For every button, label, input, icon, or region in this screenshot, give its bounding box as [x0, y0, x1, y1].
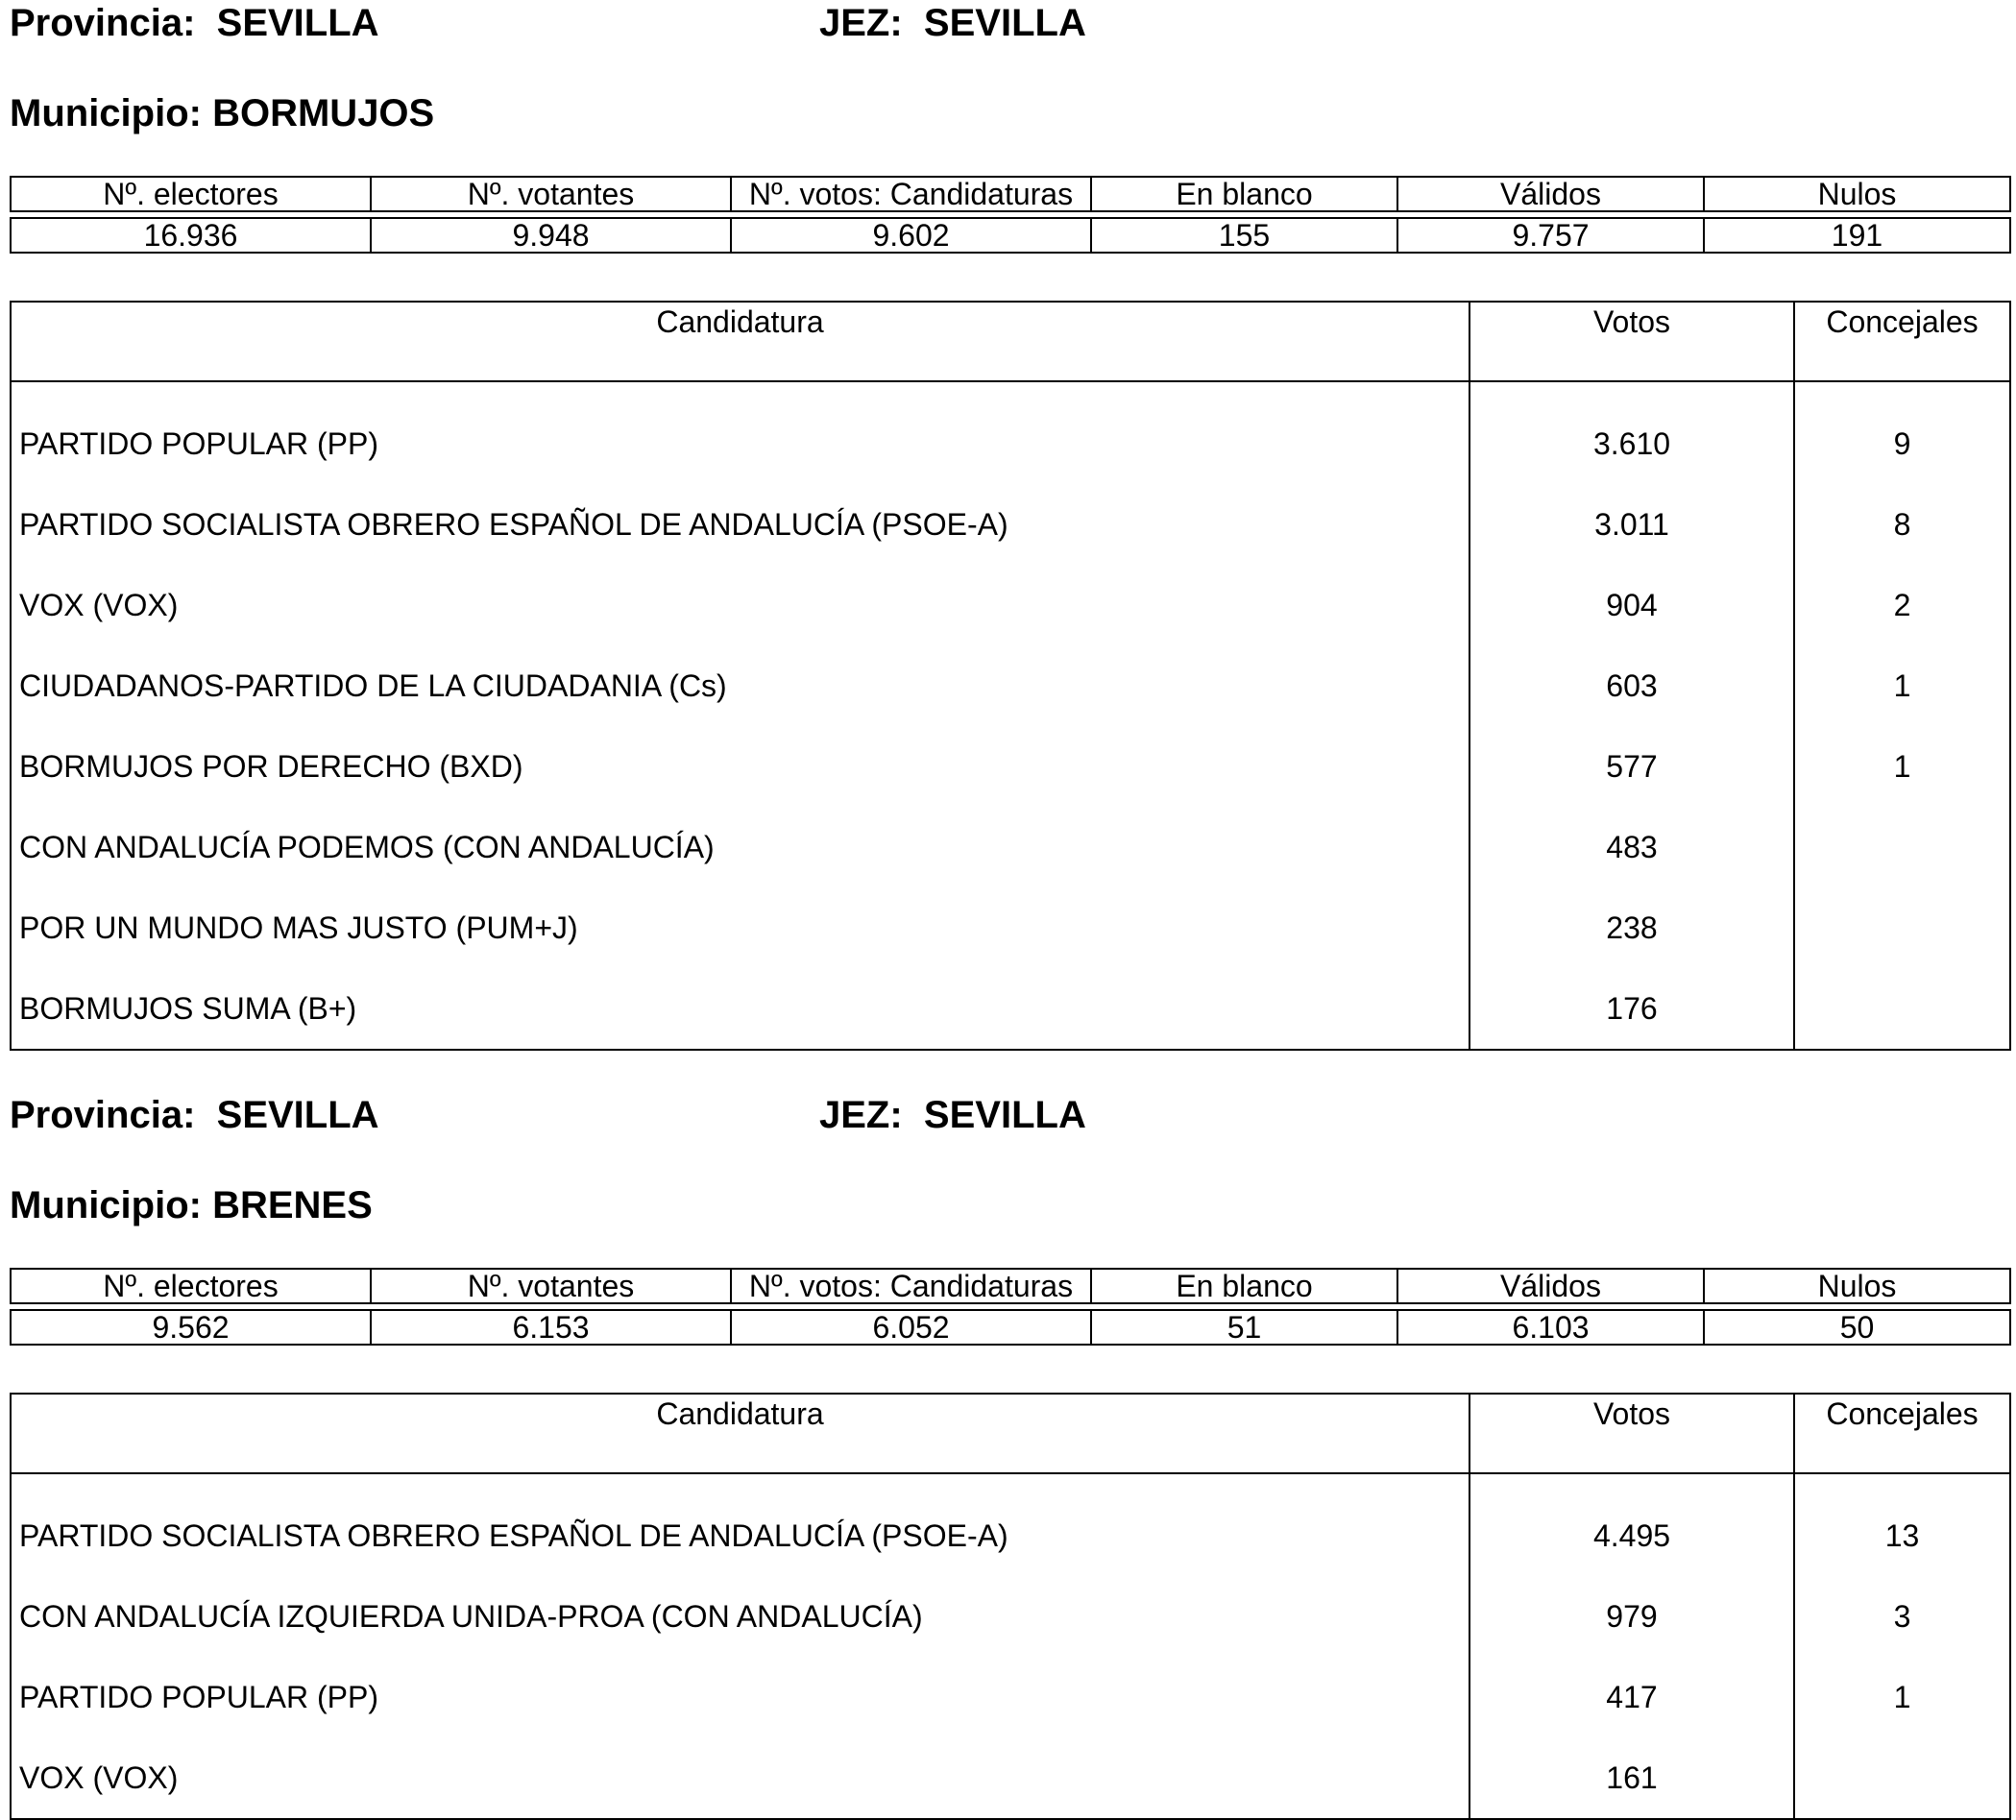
- table-row: PARTIDO SOCIALISTA OBRERO ESPAÑOL DE ANDALUCÍA (PSOE-A) 3.011 8: [11, 484, 2010, 565]
- jez-value: SEVILLA: [923, 1094, 1086, 1136]
- table-row: VOX (VOX) 161: [11, 1737, 2010, 1819]
- stats-header: Nº. votantes: [371, 177, 731, 211]
- table-row: CIUDADANOS-PARTIDO DE LA CIUDADANIA (Cs) 603 1: [11, 645, 2010, 726]
- provincia-value: SEVILLA: [216, 2, 379, 44]
- candidaturas-table: [10, 301, 2011, 1051]
- cand-header: Concejales: [1794, 1394, 2010, 1473]
- table-row: PARTIDO POPULAR (PP) 417 1: [11, 1657, 2010, 1737]
- stats-value: 155: [1091, 218, 1397, 253]
- cand-header: Votos: [1469, 1394, 1794, 1473]
- municipio-label: Municipio: BORMUJOS: [10, 92, 435, 134]
- candidaturas-table: [10, 1393, 2011, 1820]
- stats-header: Nº. votos: Candidaturas: [731, 177, 1091, 211]
- stats-value: 9.757: [1397, 218, 1704, 253]
- stats-values-table: [10, 1309, 2011, 1346]
- stats-value: 9.562: [11, 1310, 371, 1345]
- stats-header: Válidos: [1397, 1269, 1704, 1303]
- stats-header-table: [10, 176, 2011, 212]
- table-row: POR UN MUNDO MAS JUSTO (PUM+J) 238: [11, 887, 2010, 968]
- stats-value: 16.936: [11, 218, 371, 253]
- stats-header: En blanco: [1091, 1269, 1397, 1303]
- stats-value: 9.602: [731, 218, 1091, 253]
- jez-value: SEVILLA: [923, 2, 1086, 44]
- jez-label: JEZ: SEVILLA: [819, 2, 1086, 44]
- stats-header: Nulos: [1704, 1269, 2010, 1303]
- stats-value: 51: [1091, 1310, 1397, 1345]
- table-row: PARTIDO POPULAR (PP) 3.610 9: [11, 381, 2010, 484]
- table-row: CON ANDALUCÍA PODEMOS (CON ANDALUCÍA) 483: [11, 807, 2010, 887]
- municipio-value: BORMUJOS: [212, 92, 435, 134]
- stats-header-table: [10, 1268, 2011, 1304]
- jez-label: JEZ: SEVILLA: [819, 1094, 1086, 1136]
- cand-header: Concejales: [1794, 302, 2010, 381]
- table-row: PARTIDO SOCIALISTA OBRERO ESPAÑOL DE ANDALUCÍA (PSOE-A) 4.495 13: [11, 1473, 2010, 1576]
- municipio-value: BRENES: [212, 1184, 373, 1226]
- stats-values-table: [10, 217, 2011, 254]
- cand-header: Candidatura: [11, 1394, 1469, 1473]
- stats-header: Nº. electores: [11, 177, 371, 211]
- stats-value: 6.153: [371, 1310, 731, 1345]
- stats-value: 50: [1704, 1310, 2010, 1345]
- cand-header: Votos: [1469, 302, 1794, 381]
- table-row: VOX (VOX) 904 2: [11, 565, 2010, 645]
- stats-value: 191: [1704, 218, 2010, 253]
- table-row: CON ANDALUCÍA IZQUIERDA UNIDA-PROA (CON ANDALUCÍA) 979 3: [11, 1576, 2010, 1657]
- stats-header: Válidos: [1397, 177, 1704, 211]
- provincia-label: Provincia: SEVILLA: [10, 2, 379, 44]
- stats-value: 9.948: [371, 218, 731, 253]
- stats-header: Nº. votos: Candidaturas: [731, 1269, 1091, 1303]
- stats-header: Nº. electores: [11, 1269, 371, 1303]
- stats-header: En blanco: [1091, 177, 1397, 211]
- cand-header: Candidatura: [11, 302, 1469, 381]
- municipio-label: Municipio: BRENES: [10, 1184, 373, 1226]
- stats-value: 6.103: [1397, 1310, 1704, 1345]
- table-row: BORMUJOS SUMA (B+) 176: [11, 968, 2010, 1050]
- stats-header: Nº. votantes: [371, 1269, 731, 1303]
- table-row: BORMUJOS POR DERECHO (BXD) 577 1: [11, 726, 2010, 807]
- stats-value: 6.052: [731, 1310, 1091, 1345]
- stats-header: Nulos: [1704, 177, 2010, 211]
- provincia-value: SEVILLA: [216, 1094, 379, 1136]
- provincia-label: Provincia: SEVILLA: [10, 1094, 379, 1136]
